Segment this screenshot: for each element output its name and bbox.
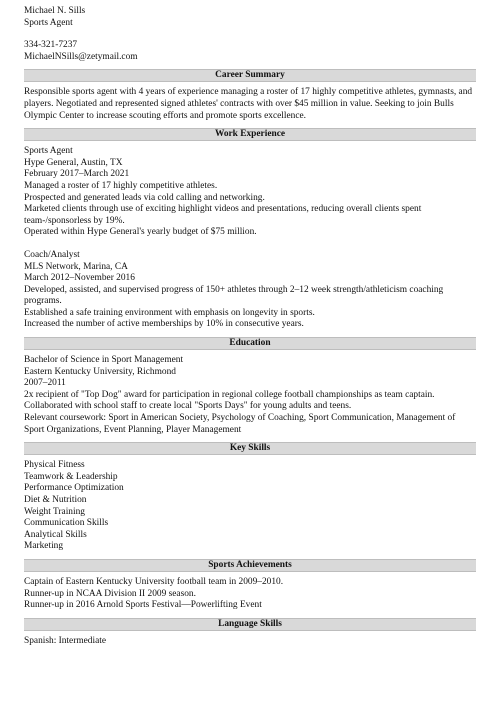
skill-item: Weight Training: [24, 506, 85, 517]
section-heading-education: Education: [24, 337, 476, 350]
education-entry: [24, 355, 476, 436]
job-title: Coach/Analyst: [24, 249, 80, 260]
career-summary-text: Responsible sports agent with 4 years of experience managing a roster of 17 highly competitive athletes, gymnasts, and players. Negotiated and represented signed athletes' contracts with over $45 million in value. Seeking to join Bulls Olympic Center to increase scouting efforts and promote sports excellence.: [24, 87, 473, 121]
job-bullet: Increased the number of active memberships by 10% in consecutive years.: [24, 319, 304, 330]
achievements-list: [24, 577, 476, 612]
education-bullet: 2x recipient of "Top Dog" award for participation in regional college football championships as team captain.: [24, 389, 435, 400]
skill-item: Performance Optimization: [24, 483, 124, 494]
skill-item: Communication Skills: [24, 518, 109, 529]
candidate-name: Michael N. Sills: [24, 6, 86, 16]
skill-item: Teamwork & Leadership: [24, 471, 118, 482]
job-entry: [24, 146, 476, 239]
job-bullet: Managed a roster of 17 highly competitive athletes.: [24, 180, 218, 191]
resume-page: [24, 6, 476, 647]
skills-list: [24, 460, 476, 553]
job-dates: March 2012–November 2016: [24, 273, 135, 284]
email-address: MichaelNSills@zetymail.com: [24, 51, 138, 62]
job-entry: [24, 250, 476, 331]
job-bullet: Established a safe training environment with emphasis on longevity in sports.: [24, 307, 315, 318]
education-bullets: [24, 390, 476, 436]
candidate-title: Sports Agent: [24, 17, 73, 28]
section-heading-work-experience: Work Experience: [24, 128, 476, 141]
job-company: Hype General, Austin, TX: [24, 157, 123, 168]
section-heading-sports-achievements: Sports Achievements: [24, 559, 476, 572]
phone-number: 334-321-7237: [24, 40, 78, 51]
skill-item: Marketing: [24, 541, 64, 552]
section-heading-language-skills: Language Skills: [24, 618, 476, 631]
job-bullet: Operated within Hype General's yearly budget of $75 million.: [24, 227, 257, 238]
job-bullets: [24, 181, 476, 239]
achievement-item: Runner-up in 2016 Arnold Sports Festival—Powerlifting Event: [24, 600, 262, 611]
section-heading-key-skills: Key Skills: [24, 442, 476, 455]
skill-item: Physical Fitness: [24, 460, 85, 471]
contact-header: [24, 6, 476, 63]
education-bullet: Relevant coursework: Sport in American Society, Psychology of Coaching, Sport Communication, Management of Sport Organizations, Event Planning, Player Management: [24, 413, 456, 435]
job-title: Sports Agent: [24, 146, 73, 157]
education-dates: 2007–2011: [24, 378, 66, 389]
section-heading-career-summary: Career Summary: [24, 69, 476, 82]
languages-list: [24, 636, 476, 648]
skill-item: Analytical Skills: [24, 529, 87, 540]
job-company: MLS Network, Marina, CA: [24, 261, 128, 272]
job-bullets: [24, 285, 476, 331]
job-bullet: Marketed clients through use of exciting highlight videos and presentations, reducing overall clients spent team-/sponsorless by 19%.: [24, 204, 422, 226]
degree: Bachelor of Science in Sport Management: [24, 355, 184, 366]
skill-item: Diet & Nutrition: [24, 495, 87, 505]
language-item: Spanish: Intermediate: [24, 635, 107, 646]
job-bullet: Developed, assisted, and supervised progress of 150+ athletes through 2–12 week strength/athleticism coaching programs.: [24, 284, 444, 307]
education-bullet: Collaborated with school staff to create local "Sports Days" for young adults and teens.: [24, 401, 352, 412]
achievement-item: Captain of Eastern Kentucky University football team in 2009–2010.: [24, 576, 284, 587]
school: Eastern Kentucky University, Richmond: [24, 366, 176, 377]
job-dates: February 2017–March 2021: [24, 169, 130, 180]
achievement-item: Runner-up in NCAA Division II 2009 season.: [24, 588, 196, 599]
job-bullet: Prospected and generated leads via cold calling and networking.: [24, 192, 265, 203]
